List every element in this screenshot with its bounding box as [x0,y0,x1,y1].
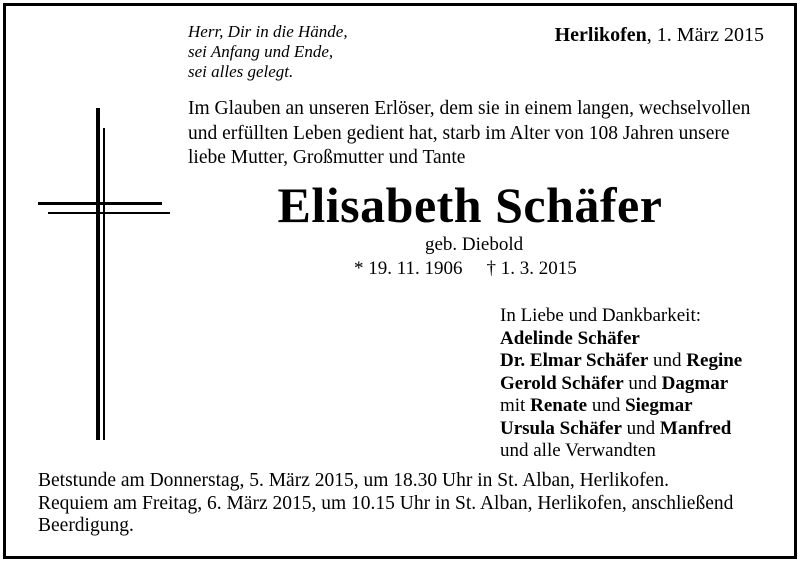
deceased-name: Elisabeth Schäfer [277,177,663,233]
quote-line-3: sei alles gelegt. [188,62,294,81]
mourner-row-1: Adelinde Schäfer [500,327,640,349]
mourner-row-4: mit Renate und Siegmar [500,395,693,416]
mourner-row-2: Dr. Elmar Schäfer und Regine [500,350,743,371]
death-date: † 1. 3. 2015 [486,258,577,279]
mourners-list [500,305,742,463]
intro-line-1: Im Glauben an unseren Erlöser, dem sie in einem langen, wechselvollen [188,98,751,119]
quote-line-1: Herr, Dir in die Hände, [188,22,348,41]
maiden-name: geb. Diebold [425,234,524,255]
intro-line-3: liebe Mutter, Großmutter und Tante [188,147,466,168]
intro-line-2: und erfüllten Leben gedient hat, starb im Alter von 108 Jahren unsere [188,122,730,144]
place-date [555,24,764,47]
mourner-row-3: Gerold Schäfer und Dagmar [500,372,729,394]
cross-icon [38,108,178,440]
mourner-row-5: Ursula Schäfer und Manfred [500,417,732,439]
service-details [38,470,733,538]
service-line-2: Requiem am Freitag, 6. März 2015, um 10.15 Uhr in St. Alban, Herlikofen, anschließend [38,492,734,514]
place-name: Herlikofen [554,24,647,46]
mourner-row-6: und alle Verwandten [500,440,656,461]
mourners-heading: In Liebe und Dankbarkeit: [500,305,702,326]
birth-date: * 19. 11. 1906 [354,258,463,279]
quote-line-2: sei Anfang und Ende, [188,42,334,61]
bible-quote [188,22,348,82]
service-line-1: Betstunde am Donnerstag, 5. März 2015, um 18.30 Uhr in St. Alban, Herlikofen. [38,470,669,491]
service-line-3: Beerdigung. [38,515,134,536]
life-dates [354,258,577,280]
obituary-date: , 1. März 2015 [646,24,764,46]
intro-text [188,97,750,171]
